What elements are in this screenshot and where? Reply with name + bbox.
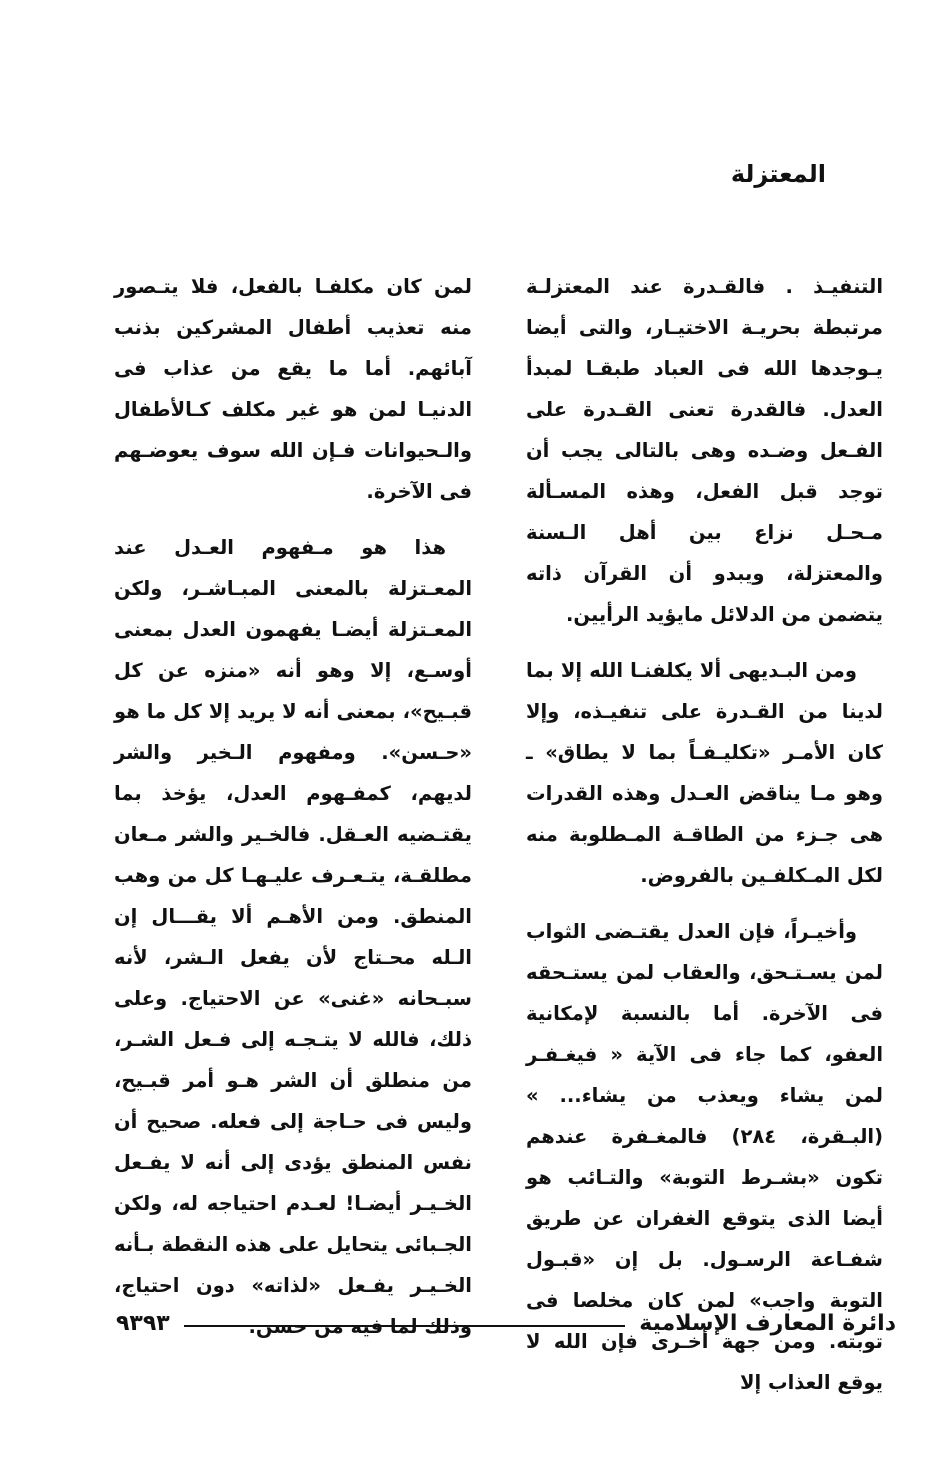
publication-title: دائرة المعارف الإسلامية	[639, 1310, 896, 1336]
footer-rule	[184, 1325, 626, 1327]
paragraph: التنفيـذ . فالقـدرة عند المعتزلـة مرتبطة بحريـة الاختيـار، والتى أيضا يـوجدها الله فى العباد طبقـا لمبدأ العدل. فالقدرة تعنى القـدرة على الفـعل وضـده وهى بالتالى يجب أن توجد قبل الفعل، وهذه المسـألة مـحـل نزاع بين أهل الـسنة والمعتزلة، ويبدو أن القرآن ذاته يتضمن من الدلائل مايؤيد الرأيين.	[526, 275, 883, 626]
text-column-right	[526, 266, 883, 1418]
paragraph: هذا هو مـفهوم العـدل عند المعـتزلة بالمعنى المبـاشـر، ولكن المعـتزلة أيضـا يفهمون العدل بمعنى أوسـع، إلا وهو أنه «منزه عن كل قبـيح»، بمعنى أنه لا يريد إلا كل ما هو «حـسن». ومفهوم الـخير والشر لديهم، كمفـهوم العدل، يؤخذ بما يقتـضيه العـقل. فالخـير والشر مـعان مطلقـة، يتـعـرف عليـهـا كل من وهب المنطق. ومن الأهـم ألا يقـــال إن الـله محـتاج لأن يفعل الـشر، لأنه سبـحانه «غنى» عن الاحتياج. وعلى ذلك، فالله لا يتـجـه إلى فـعل الشـر، من منطلق أن الشر هـو أمر قبـيح، وليس فى حـاجة إلى فعله. صحيح أن نفس المنطق يؤدى إلى أنه لا يفـعل الخـيـر أيضـا! لعـدم احتياجه له، ولكن الجـبائى يتحايل على هذه النقطة بـأنه الخـيـر يفـعل «لذاته» دون احتياج، وذلك لما فيه من حسن.	[114, 536, 472, 1338]
text-column-left	[114, 266, 472, 1362]
paragraph: ومن البـديهى ألا يكلفنـا الله إلا بما لدينا من القـدرة على تنفيـذه، وإلا كان الأمـر «تكليـفـاً بما لا يطاق» ـ وهو مـا يناقض العـدل وهذه القدرات هى جـزء من الطاقـة المـطلوبة منه لكل المـكلفـين بالفروض.	[526, 659, 883, 887]
paragraph: لمن كان مكلفـا بالفعل، فلا يتـصور منه تعذيب أطفال المشركين بذنب آبائهم. أما ما يقع من عذاب فى الدنيـا لمن هو غير مكلف كـالأطفال والـحيوانات فـإن الله سوف يعوضـهم فى الآخرة.	[114, 275, 472, 503]
page-number: ٩٣٩٣	[116, 1310, 170, 1336]
page-footer	[116, 1303, 896, 1343]
paragraph: وأخيـراً، فإن العدل يقتـضى الثواب لمن يسـتـحق، والعقاب لمن يستـحقه فى الآخرة. أما بالنسبة لإمكانية العفو، كما جاء فى الآية « فيغـفـر لمن يشاء ويعذب من يشاء... » (البـقرة، ٢٨٤) فالمغـفرة عندهم تكون «بشـرط التوبة» والتـائب هو أيضا الذى يتوقع الغفران عن طريق شفـاعة الرسـول. بل إن «قبـول التوبة واجب» لمن كان مخلصا فى توبته. ومن جهة أخـرى فإن الله لا يوقع العذاب إلا	[526, 920, 883, 1394]
running-title: المعتزلة	[730, 160, 826, 188]
